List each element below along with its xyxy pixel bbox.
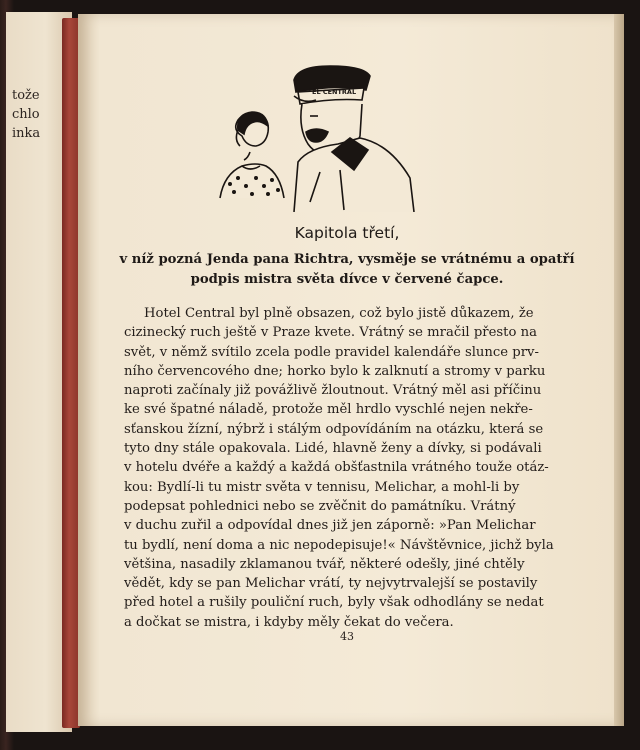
left-fragment: tože	[12, 88, 40, 103]
body-line: vědět, kdy se pan Melichar vrátí, ty nejvytrvalejší se postavily	[124, 576, 538, 592]
left-page-fragments	[12, 86, 40, 143]
body-line: většina, nasadily zklamanou tvář, některé odešly, jiné chtěly	[124, 556, 525, 572]
girl-figure	[220, 112, 284, 198]
body-line: ního červencového dne; horko bylo k zalknutí a stromy v parku	[124, 363, 546, 379]
page-edge	[614, 14, 624, 726]
body-line: podepsat pohlednici nebo se zvěčnit do památníku. Vrátný	[124, 498, 516, 514]
body-line: tyto dny stále opakovala. Lidé, hlavně ženy a dívky, si podávali	[124, 441, 542, 457]
body-line: tu bydlí, není doma a nic nepodepisuje!« Návštěvnice, jichž byla	[124, 537, 554, 553]
left-fragment: chlo	[12, 107, 40, 122]
body-line: naproti začínaly již povážlivě žloutnout. Vrátný měl asi příčinu	[124, 383, 542, 399]
subtitle-line: podpis mistra světa dívce v červené čapce.	[190, 272, 504, 287]
cap-label: EL CENTRAL	[312, 88, 357, 96]
left-fragment: inka	[12, 126, 41, 141]
page-number: 43	[340, 630, 354, 643]
chapter-subtitle	[118, 250, 576, 290]
subtitle-line: v níž pozná Jenda pana Richtra, vysměje se vrátnému a opatří	[119, 252, 575, 267]
body-line: v hotelu dvéře a každý a každá obšťastnila vrátného touže otáz-	[124, 460, 549, 476]
body-line: svět, v němž svítilo zcela podle pravidel kalendáře slunce prv-	[124, 344, 539, 360]
body-line: cizinecký ruch ještě v Praze kvete. Vrátný se mračil přesto na	[124, 325, 537, 341]
body-line: kou: Bydlí-li tu mistr světa v tennisu, Melichar, a mohl-li by	[124, 479, 520, 495]
body-line: sťanskou žízní, nýbrž i stálým odpovídáním na otázku, která se	[124, 421, 544, 437]
body-paragraph	[124, 304, 554, 632]
body-line: v duchu zuřil a odpovídal dnes již jen záporně: »Pan Melichar	[124, 518, 536, 534]
body-line: Hotel Central byl plně obsazen, což bylo jistě důkazem, že	[144, 306, 534, 321]
chapter-title: Kapitola třetí,	[294, 224, 400, 242]
girl-and-doorman-illustration	[134, 52, 434, 212]
body-line: a dočkat se mistra, i kdyby měly čekat do večera.	[124, 614, 454, 630]
body-line: před hotel a rušily pouliční ruch, byly však odhodlány se nedat	[124, 595, 544, 611]
body-line: ke své špatné náladě, protože měl hrdlo vyschlé nejen nekře-	[124, 402, 533, 418]
